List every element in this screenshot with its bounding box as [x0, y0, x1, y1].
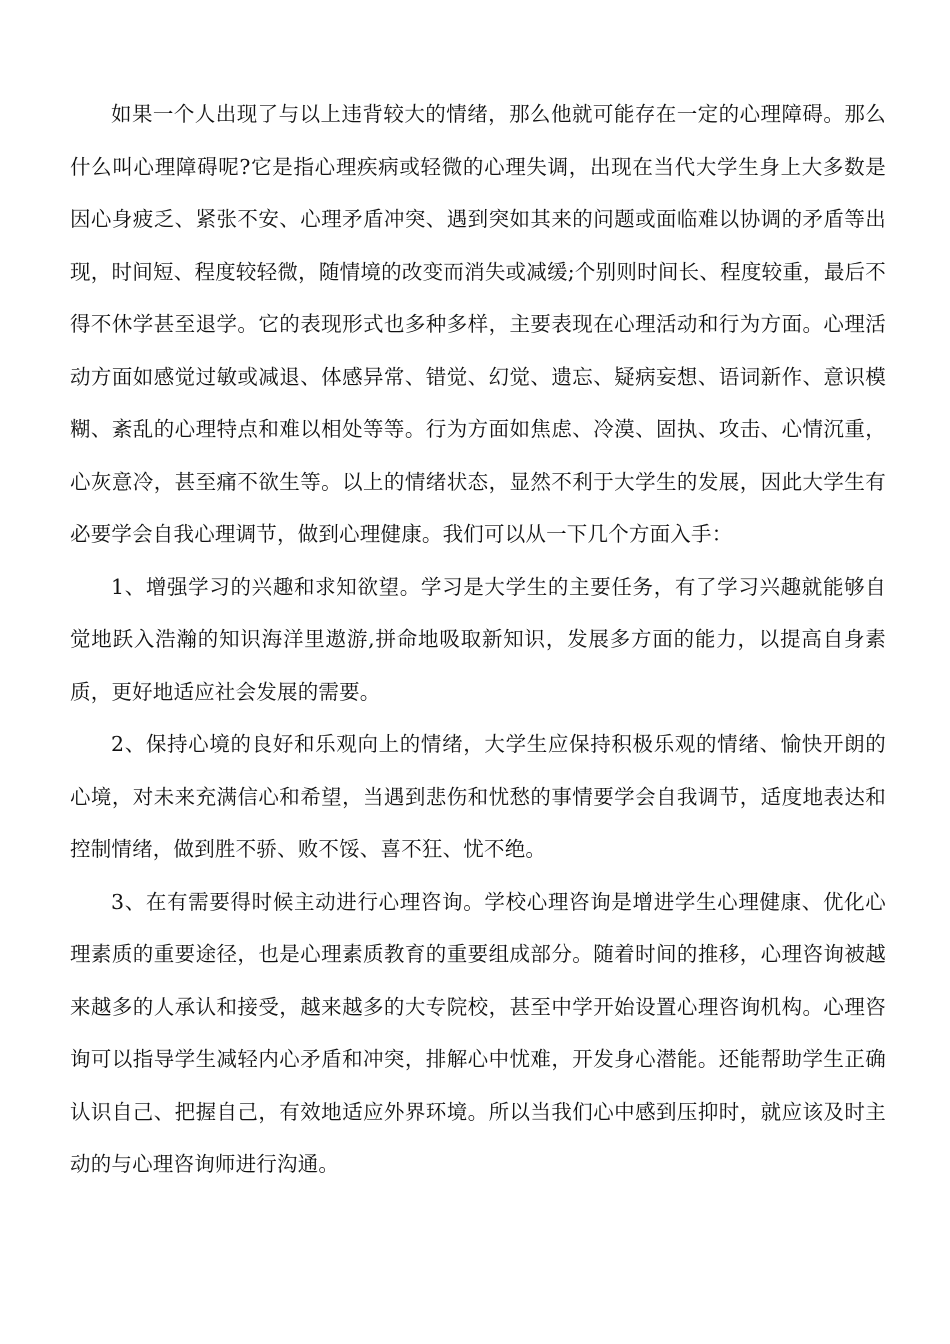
document-body [70, 88, 886, 1191]
paragraph-intro: 如果一个人出现了与以上违背较大的情绪，那么他就可能存在一定的心理障碍。那么什么叫心理障碍呢?它是指心理疾病或轻微的心理失调，出现在当代大学生身上大多数是因心身疲乏、紧张不安、心理矛盾冲突、遇到突如其来的问题或面临难以协调的矛盾等出现，时间短、程度较轻微，随情境的改变而消失或减缓;个别则时间长、程度较重，最后不得不休学甚至退学。它的表现形式也多种多样，主要表现在心理活动和行为方面。心理活动方面如感觉过敏或减退、体感异常、错觉、幻觉、遗忘、疑病妄想、语词新作、意识模糊、紊乱的心理特点和难以相处等等。行为方面如焦虑、冷漠、固执、攻击、心情沉重，心灰意冷，甚至痛不欲生等。以上的情绪状态，显然不利于大学生的发展，因此大学生有必要学会自我心理调节，做到心理健康。我们可以从一下几个方面入手： [70, 102, 886, 546]
paragraph-point-2: 2、保持心境的良好和乐观向上的情绪，大学生应保持积极乐观的情绪、愉快开朗的心境，对未来充满信心和希望，当遇到悲伤和忧愁的事情要学会自我调节，适度地表达和控制情绪，做到胜不骄、败不馁、喜不狂、忧不绝。 [70, 732, 886, 861]
paragraph-point-1: 1、增强学习的兴趣和求知欲望。学习是大学生的主要任务，有了学习兴趣就能够自觉地跃入浩瀚的知识海洋里遨游,拼命地吸取新知识，发展多方面的能力，以提高自身素质，更好地适应社会发展的需要。 [70, 574, 886, 704]
paragraph-point-3: 3、在有需要得时候主动进行心理咨询。学校心理咨询是增进学生心理健康、优化心理素质的重要途径，也是心理素质教育的重要组成部分。随着时间的推移，心理咨询被越来越多的人承认和接受，越来越多的大专院校，甚至中学开始设置心理咨询机构。心理咨询可以指导学生减轻内心矛盾和冲突，排解心中忧难，开发身心潜能。还能帮助学生正确认识自己、把握自己，有效地适应外界环境。所以当我们心中感到压抑时，就应该及时主动的与心理咨询师进行沟通。 [70, 889, 886, 1176]
